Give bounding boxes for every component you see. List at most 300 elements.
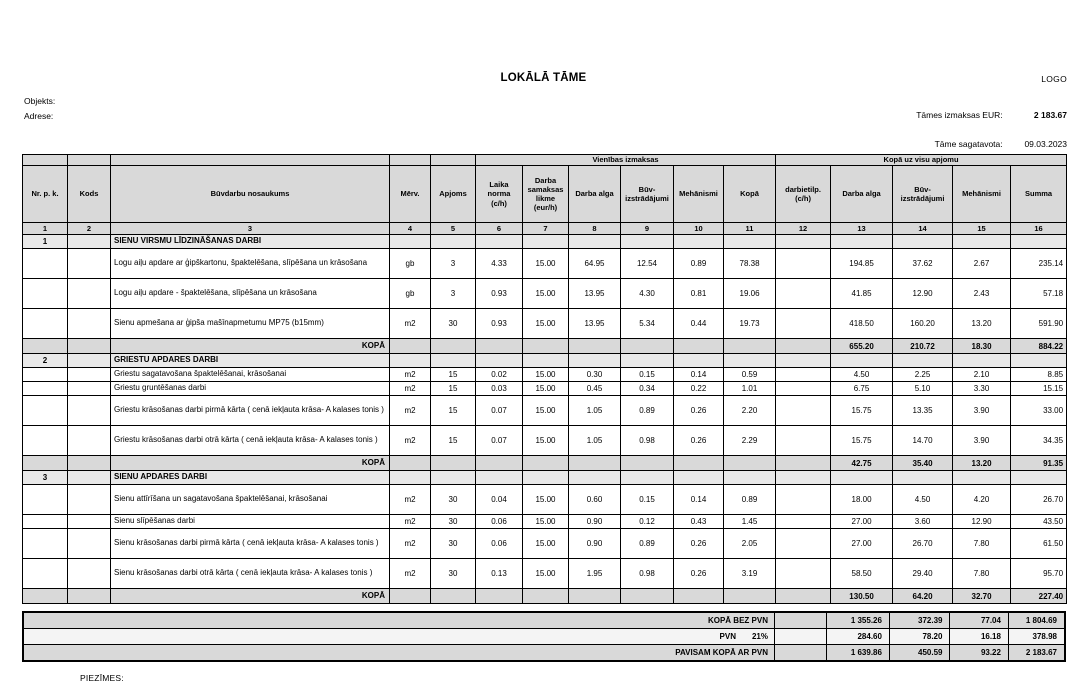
summary-buvizstradajumi: 78.20 (889, 629, 950, 645)
row-likme: 15.00 (523, 485, 569, 515)
group-blank-1 (23, 155, 68, 166)
row-apjoms: 30 (431, 529, 476, 559)
row-kods (68, 368, 111, 382)
row-unit-buvizstradajumi: 0.15 (621, 485, 674, 515)
laika-norma-l3: (c/h) (491, 198, 507, 208)
row-unit-buvizstradajumi: 0.12 (621, 515, 674, 529)
unit-buv-l2: izstrādājumi (625, 194, 669, 203)
col-num-14: 14 (893, 223, 953, 235)
row-total-darba-alga: 18.00 (831, 485, 893, 515)
row-name: Griestu krāsošanas darbi pirmā kārta ( cenā iekļauta krāsa- A kalases tonis ) (111, 396, 390, 426)
section-empty-cell (476, 354, 523, 368)
row-unit-buvizstradajumi: 12.54 (621, 249, 674, 279)
row-unit-kopa: 1.01 (724, 382, 776, 396)
row-laika-norma: 0.03 (476, 382, 523, 396)
subtotal-empty-cell (724, 589, 776, 604)
subtotal-empty-cell (476, 589, 523, 604)
table-group-header-row (23, 155, 1067, 166)
subtotal-blank-kods (68, 339, 111, 354)
row-unit-buvizstradajumi: 0.34 (621, 382, 674, 396)
row-likme: 15.00 (523, 249, 569, 279)
row-kods (68, 249, 111, 279)
laika-norma-l2: norma (487, 189, 511, 199)
row-merv: m2 (390, 382, 431, 396)
section-empty-cell (523, 235, 569, 249)
row-nr (23, 485, 68, 515)
subtotal-total-buvizstradajumi: 210.72 (893, 339, 953, 354)
row-merv: m2 (390, 529, 431, 559)
subtotal-empty-cell (390, 339, 431, 354)
adrese-label: Adrese: (24, 111, 54, 121)
row-merv: gb (390, 249, 431, 279)
section-empty-cell (724, 235, 776, 249)
row-darbietilp (776, 515, 831, 529)
section-name: SIENU APDARES DARBI (111, 471, 390, 485)
subtotal-empty-cell (431, 589, 476, 604)
row-apjoms: 3 (431, 249, 476, 279)
summary-mehanismi: 16.18 (950, 629, 1009, 645)
row-likme: 15.00 (523, 515, 569, 529)
summary-spacer-cell (774, 629, 826, 645)
summary-darba-alga: 1 639.86 (827, 645, 890, 662)
table-row (23, 368, 1067, 382)
summary-label (23, 629, 774, 645)
row-total-buvizstradajumi: 14.70 (893, 426, 953, 456)
col-header-darbietilp (776, 166, 831, 223)
section-empty-cell (431, 235, 476, 249)
row-kods (68, 309, 111, 339)
section-empty-cell (674, 235, 724, 249)
row-name: Sienu krāsošanas darbi otrā kārta ( cenā iekļauta krāsa- A kalases tonis ) (111, 559, 390, 589)
row-total-buvizstradajumi: 37.62 (893, 249, 953, 279)
subtotal-total-darba-alga: 655.20 (831, 339, 893, 354)
section-empty-cell (776, 235, 831, 249)
subtotal-empty-cell (569, 456, 621, 471)
section-empty-cell (1011, 235, 1067, 249)
row-summa: 95.70 (1011, 559, 1067, 589)
row-unit-kopa: 0.89 (724, 485, 776, 515)
section-empty-cell (953, 354, 1011, 368)
summary-label-text: KOPĀ BEZ PVN (707, 616, 768, 625)
row-nr (23, 559, 68, 589)
row-laika-norma: 0.02 (476, 368, 523, 382)
row-unit-buvizstradajumi: 5.34 (621, 309, 674, 339)
row-laika-norma: 0.07 (476, 426, 523, 456)
row-merv: m2 (390, 309, 431, 339)
row-summa: 33.00 (1011, 396, 1067, 426)
section-empty-cell (390, 354, 431, 368)
row-unit-kopa: 19.06 (724, 279, 776, 309)
row-unit-mehanismi: 0.14 (674, 368, 724, 382)
section-empty-cell (569, 471, 621, 485)
col-num-15: 15 (953, 223, 1011, 235)
col-header-total-mehanismi: Mehānismi (953, 166, 1011, 223)
row-likme: 15.00 (523, 529, 569, 559)
section-empty-cell (621, 354, 674, 368)
section-empty-cell (674, 354, 724, 368)
row-kods (68, 515, 111, 529)
section-number: 2 (23, 354, 68, 368)
row-total-mehanismi: 12.90 (953, 515, 1011, 529)
row-apjoms: 15 (431, 368, 476, 382)
estimate-table-container (22, 154, 1066, 604)
section-header-row (23, 235, 1067, 249)
row-summa: 43.50 (1011, 515, 1067, 529)
table-row (23, 249, 1067, 279)
summary-mehanismi: 93.22 (950, 645, 1009, 662)
col-num-13: 13 (831, 223, 893, 235)
subtotal-empty-cell (523, 456, 569, 471)
summary-row (23, 612, 1065, 629)
section-empty-cell (523, 471, 569, 485)
row-total-buvizstradajumi: 12.90 (893, 279, 953, 309)
row-nr (23, 309, 68, 339)
table-row (23, 485, 1067, 515)
row-nr (23, 426, 68, 456)
row-apjoms: 30 (431, 515, 476, 529)
row-unit-kopa: 0.59 (724, 368, 776, 382)
row-unit-mehanismi: 0.14 (674, 485, 724, 515)
row-unit-kopa: 1.45 (724, 515, 776, 529)
subtotal-empty-cell (621, 456, 674, 471)
row-unit-mehanismi: 0.22 (674, 382, 724, 396)
row-unit-kopa: 78.38 (724, 249, 776, 279)
unit-buv-l1: Būv- (638, 184, 656, 194)
row-unit-mehanismi: 0.43 (674, 515, 724, 529)
subtotal-blank-kods (68, 589, 111, 604)
section-number: 1 (23, 235, 68, 249)
row-laika-norma: 4.33 (476, 249, 523, 279)
table-row (23, 559, 1067, 589)
section-empty-cell (831, 354, 893, 368)
row-unit-mehanismi: 0.26 (674, 426, 724, 456)
subtotal-summa: 227.40 (1011, 589, 1067, 604)
col-num-1: 1 (23, 223, 68, 235)
summary-table-container (22, 611, 1066, 662)
row-merv: m2 (390, 515, 431, 529)
col-num-2: 2 (68, 223, 111, 235)
col-header-kods: Kods (68, 166, 111, 223)
col-header-total-darba-alga: Darba alga (831, 166, 893, 223)
subtotal-total-buvizstradajumi: 35.40 (893, 456, 953, 471)
row-name: Sienu krāsošanas darbi pirmā kārta ( cenā iekļauta krāsa- A kalases tonis ) (111, 529, 390, 559)
table-row (23, 515, 1067, 529)
row-unit-mehanismi: 0.44 (674, 309, 724, 339)
subtotal-empty-cell (431, 456, 476, 471)
summary-label (23, 612, 774, 629)
section-header-row (23, 471, 1067, 485)
subtotal-empty-cell (724, 339, 776, 354)
summary-summa: 378.98 (1008, 629, 1065, 645)
col-header-unit-kopa: Kopā (724, 166, 776, 223)
section-empty-cell (953, 235, 1011, 249)
row-merv: m2 (390, 368, 431, 382)
row-total-darba-alga: 58.50 (831, 559, 893, 589)
row-likme: 15.00 (523, 396, 569, 426)
subtotal-row (23, 456, 1067, 471)
subtotal-empty-cell (776, 589, 831, 604)
subtotal-empty-cell (776, 456, 831, 471)
row-laika-norma: 0.04 (476, 485, 523, 515)
row-unit-darba-alga: 13.95 (569, 279, 621, 309)
row-laika-norma: 0.93 (476, 309, 523, 339)
col-header-summa: Summa (1011, 166, 1067, 223)
summary-label-text: PAVISAM KOPĀ AR PVN (675, 648, 768, 657)
section-empty-cell (621, 235, 674, 249)
row-nr (23, 382, 68, 396)
row-total-darba-alga: 15.75 (831, 396, 893, 426)
section-empty-cell (431, 354, 476, 368)
row-total-mehanismi: 7.80 (953, 529, 1011, 559)
section-empty-cell (831, 235, 893, 249)
summary-buvizstradajumi: 372.39 (889, 612, 950, 629)
subtotal-blank-nr (23, 456, 68, 471)
row-unit-darba-alga: 1.95 (569, 559, 621, 589)
row-name: Sienu apmešana ar ģipša mašīnapmetumu MP75 (b15mm) (111, 309, 390, 339)
col-num-3: 3 (111, 223, 390, 235)
row-total-darba-alga: 194.85 (831, 249, 893, 279)
row-kods (68, 426, 111, 456)
row-apjoms: 15 (431, 396, 476, 426)
col-num-8: 8 (569, 223, 621, 235)
subtotal-empty-cell (523, 339, 569, 354)
subtotal-label: KOPĀ (111, 456, 390, 471)
row-apjoms: 30 (431, 485, 476, 515)
section-empty-cell (569, 354, 621, 368)
section-empty-cell (390, 235, 431, 249)
prepared-date-label: Tāme sagatavota: (934, 139, 1003, 149)
page-title: LOKĀLĀ TĀME (500, 72, 587, 84)
summary-summa: 1 804.69 (1008, 612, 1065, 629)
row-unit-kopa: 2.20 (724, 396, 776, 426)
row-merv: m2 (390, 485, 431, 515)
row-total-mehanismi: 2.43 (953, 279, 1011, 309)
objekts-label: Objekts: (24, 96, 56, 106)
col-num-6: 6 (476, 223, 523, 235)
row-total-mehanismi: 2.67 (953, 249, 1011, 279)
row-nr (23, 396, 68, 426)
section-empty-cell (476, 471, 523, 485)
subtotal-summa: 884.22 (1011, 339, 1067, 354)
likme-l2: samaksas (527, 184, 564, 194)
row-likme: 15.00 (523, 426, 569, 456)
section-empty-cell (431, 471, 476, 485)
subtotal-empty-cell (621, 589, 674, 604)
row-name: Logu aiļu apdare - špaktelēšana, slīpēšana un krāsošana (111, 279, 390, 309)
likme-l3: likme (535, 194, 556, 203)
row-name: Sienu attīrīšana un sagatavošana špaktelēšanai, krāsošanai (111, 485, 390, 515)
subtotal-empty-cell (776, 339, 831, 354)
row-nr (23, 529, 68, 559)
col-num-12: 12 (776, 223, 831, 235)
subtotal-empty-cell (674, 339, 724, 354)
row-unit-buvizstradajumi: 0.89 (621, 529, 674, 559)
row-merv: m2 (390, 426, 431, 456)
row-summa: 34.35 (1011, 426, 1067, 456)
subtotal-empty-cell (476, 456, 523, 471)
subtotal-empty-cell (390, 589, 431, 604)
row-total-darba-alga: 418.50 (831, 309, 893, 339)
row-unit-darba-alga: 0.60 (569, 485, 621, 515)
row-unit-darba-alga: 0.90 (569, 515, 621, 529)
group-header-unit-costs: Vienības izmaksas (476, 155, 776, 166)
subtotal-label: KOPĀ (111, 339, 390, 354)
row-merv: m2 (390, 396, 431, 426)
row-likme: 15.00 (523, 368, 569, 382)
subtotal-empty-cell (674, 589, 724, 604)
row-total-darba-alga: 15.75 (831, 426, 893, 456)
section-empty-cell (674, 471, 724, 485)
row-total-darba-alga: 4.50 (831, 368, 893, 382)
row-total-buvizstradajumi: 26.70 (893, 529, 953, 559)
likme-l4: (eur/h) (533, 203, 558, 213)
section-empty-cell (776, 471, 831, 485)
subtotal-total-darba-alga: 130.50 (831, 589, 893, 604)
total-buv-l1: Būv- (914, 184, 931, 194)
darbietilp-l1: darbietilp. (785, 184, 821, 194)
table-row (23, 426, 1067, 456)
summary-spacer-cell (774, 645, 826, 662)
row-apjoms: 3 (431, 279, 476, 309)
section-empty-cell (953, 471, 1011, 485)
col-header-total-buvizstradajumi (893, 166, 953, 223)
summary-spacer-cell (774, 612, 826, 629)
estimate-table (22, 154, 1067, 604)
row-summa: 57.18 (1011, 279, 1067, 309)
row-unit-mehanismi: 0.26 (674, 396, 724, 426)
row-total-darba-alga: 6.75 (831, 382, 893, 396)
table-row (23, 529, 1067, 559)
row-total-buvizstradajumi: 2.25 (893, 368, 953, 382)
row-unit-darba-alga: 1.05 (569, 426, 621, 456)
row-darbietilp (776, 559, 831, 589)
section-empty-cell (523, 354, 569, 368)
summary-row (23, 629, 1065, 645)
row-apjoms: 30 (431, 309, 476, 339)
row-laika-norma: 0.07 (476, 396, 523, 426)
row-merv: gb (390, 279, 431, 309)
row-unit-buvizstradajumi: 0.98 (621, 426, 674, 456)
row-name: Griestu sagatavošana špaktelēšanai, krāsošanai (111, 368, 390, 382)
row-kods (68, 529, 111, 559)
row-unit-darba-alga: 0.45 (569, 382, 621, 396)
subtotal-total-darba-alga: 42.75 (831, 456, 893, 471)
summary-label (23, 645, 774, 662)
row-darbietilp (776, 529, 831, 559)
estimate-table-body (23, 235, 1067, 604)
row-darbietilp (776, 249, 831, 279)
row-darbietilp (776, 279, 831, 309)
row-nr (23, 368, 68, 382)
row-summa: 15.15 (1011, 382, 1067, 396)
row-total-mehanismi: 3.90 (953, 396, 1011, 426)
col-header-unit-buvizstradajumi (621, 166, 674, 223)
row-kods (68, 382, 111, 396)
section-empty-cell (776, 354, 831, 368)
col-num-16: 16 (1011, 223, 1067, 235)
row-likme: 15.00 (523, 279, 569, 309)
section-kods (68, 471, 111, 485)
row-darbietilp (776, 426, 831, 456)
total-cost-value: 2 183.67 (1033, 110, 1067, 120)
summary-table-body (23, 612, 1065, 661)
summary-table (22, 611, 1066, 662)
subtotal-row (23, 339, 1067, 354)
summary-label-text: PVN (719, 632, 736, 641)
logo: LOGO (1041, 74, 1067, 84)
subtotal-empty-cell (724, 456, 776, 471)
section-empty-cell (1011, 354, 1067, 368)
subtotal-empty-cell (569, 589, 621, 604)
subtotal-total-mehanismi: 13.20 (953, 456, 1011, 471)
row-summa: 26.70 (1011, 485, 1067, 515)
row-total-mehanismi: 4.20 (953, 485, 1011, 515)
col-num-9: 9 (621, 223, 674, 235)
section-name: SIENU VIRSMU LĪDZINĀŠANAS DARBI (111, 235, 390, 249)
total-cost-label: Tāmes izmaksas EUR: (916, 110, 1003, 120)
row-unit-buvizstradajumi: 0.98 (621, 559, 674, 589)
row-total-darba-alga: 27.00 (831, 529, 893, 559)
table-row (23, 382, 1067, 396)
total-buv-l2: izstrādājumi (900, 194, 945, 203)
col-header-likme (523, 166, 569, 223)
table-row (23, 309, 1067, 339)
summary-mehanismi: 77.04 (950, 612, 1009, 629)
row-kods (68, 559, 111, 589)
section-header-row (23, 354, 1067, 368)
col-header-nr: Nr. p. k. (23, 166, 68, 223)
row-unit-darba-alga: 0.30 (569, 368, 621, 382)
subtotal-total-buvizstradajumi: 64.20 (893, 589, 953, 604)
col-num-11: 11 (724, 223, 776, 235)
row-unit-darba-alga: 0.90 (569, 529, 621, 559)
section-empty-cell (724, 471, 776, 485)
row-summa: 61.50 (1011, 529, 1067, 559)
subtotal-empty-cell (523, 589, 569, 604)
row-total-buvizstradajumi: 13.35 (893, 396, 953, 426)
row-summa: 591.90 (1011, 309, 1067, 339)
col-header-apjoms: Apjoms (431, 166, 476, 223)
row-likme: 15.00 (523, 559, 569, 589)
row-total-mehanismi: 13.20 (953, 309, 1011, 339)
row-unit-buvizstradajumi: 0.15 (621, 368, 674, 382)
likme-l1: Darba (534, 175, 557, 185)
summary-darba-alga: 284.60 (827, 629, 890, 645)
row-kods (68, 396, 111, 426)
group-blank-4 (390, 155, 431, 166)
group-blank-5 (431, 155, 476, 166)
total-cost-row (916, 110, 1067, 120)
row-laika-norma: 0.06 (476, 529, 523, 559)
row-total-buvizstradajumi: 29.40 (893, 559, 953, 589)
row-total-buvizstradajumi: 3.60 (893, 515, 953, 529)
col-num-5: 5 (431, 223, 476, 235)
row-darbietilp (776, 485, 831, 515)
prepared-date-value: 09.03.2023 (1024, 139, 1067, 149)
section-kods (68, 235, 111, 249)
subtotal-empty-cell (569, 339, 621, 354)
section-number: 3 (23, 471, 68, 485)
row-total-mehanismi: 3.30 (953, 382, 1011, 396)
section-empty-cell (893, 235, 953, 249)
summary-summa: 2 183.67 (1008, 645, 1065, 662)
table-column-number-row (23, 223, 1067, 235)
summary-row (23, 645, 1065, 662)
row-apjoms: 15 (431, 382, 476, 396)
row-kods (68, 485, 111, 515)
col-header-merv: Mērv. (390, 166, 431, 223)
darbietilp-l2: (c/h) (795, 194, 811, 203)
